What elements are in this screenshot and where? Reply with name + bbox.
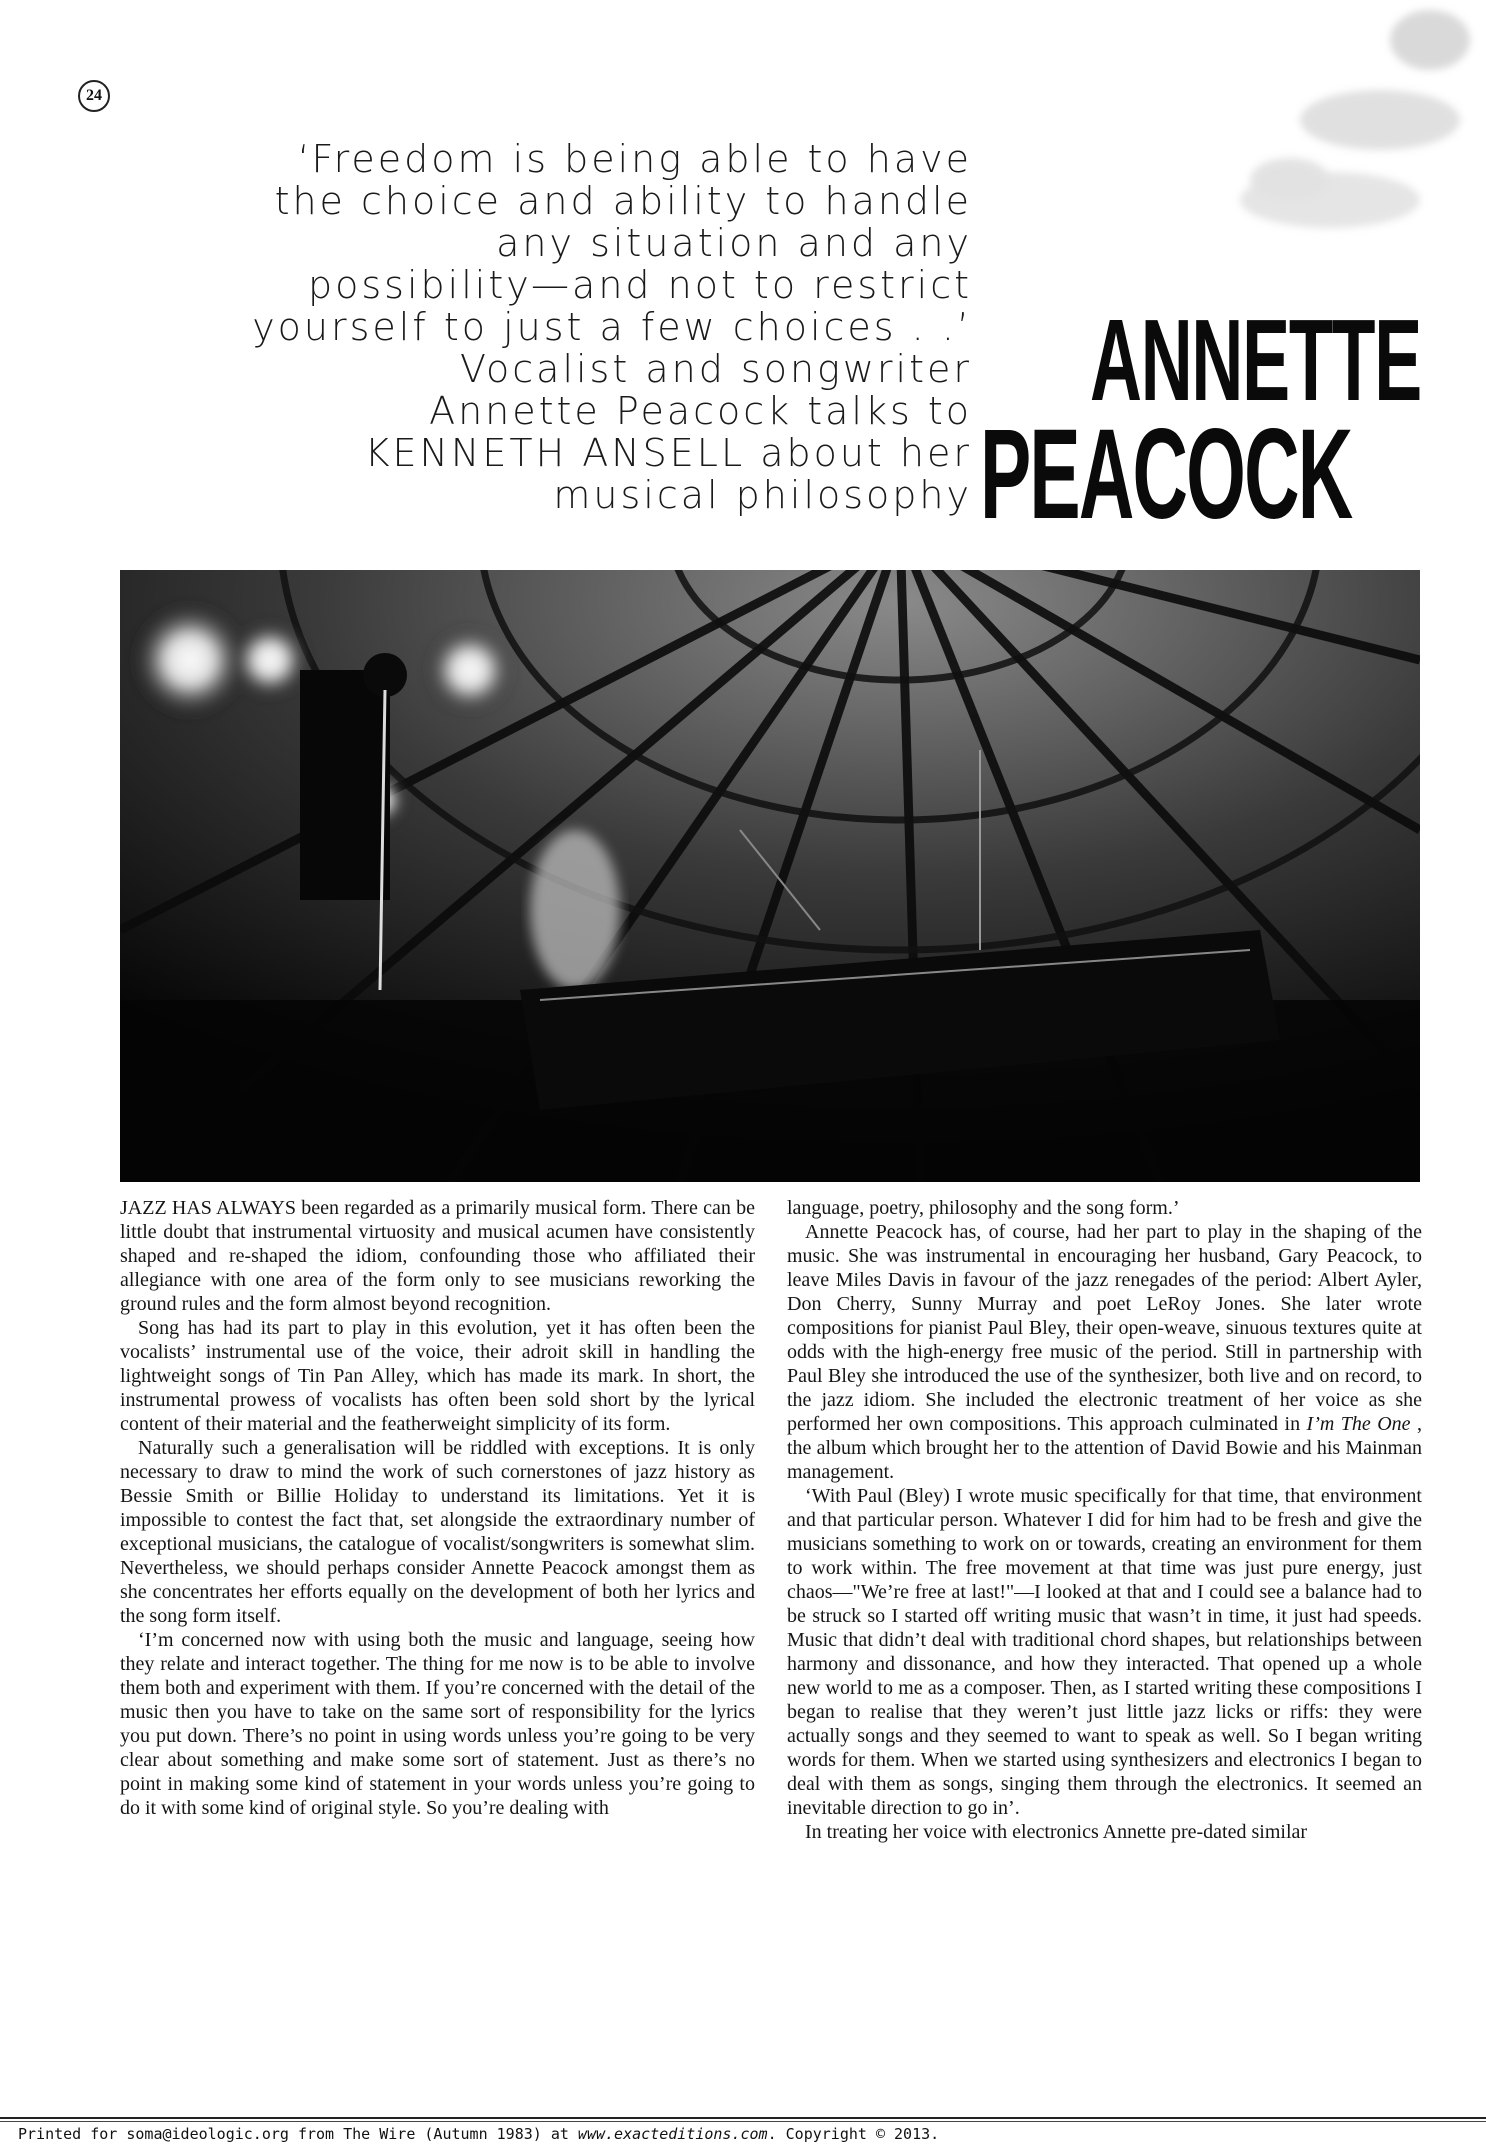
concert-photo xyxy=(120,570,1420,1182)
standfirst-quote xyxy=(60,138,972,516)
album-title: I’m The One xyxy=(1306,1413,1411,1435)
footer-text: Printed for soma@ideologic.org from The Wire (Autumn 1983) at xyxy=(18,2125,578,2143)
article-paragraph: Song has had its part to play in this evolution, yet it has often been the vocalists’ instrumental use of the voice, their adroit skill in handling the lightweight songs of Tin Pan Alley, which has made its mark. In short, the instrumental prowess of vocalists has often been sold short by the lyrical content of their material and the featherweight simplicity of its form. xyxy=(120,1317,755,1435)
lead-in: JAZZ HAS ALWAYS xyxy=(120,1197,297,1219)
article-paragraph: language, poetry, philosophy and the song form.’ xyxy=(787,1197,1180,1219)
headline-first-name: ANNETTE xyxy=(1090,295,1421,425)
standfirst-line: Vocalist and songwriter xyxy=(459,347,972,391)
footer-rule xyxy=(0,2121,1486,2122)
standfirst-line: KENNETH ANSELL about her xyxy=(364,431,972,475)
article-column-left xyxy=(120,1196,755,1820)
standfirst-line: ‘Freedom is being able to have xyxy=(297,137,972,181)
concert-stage-photo-icon xyxy=(120,570,1420,1182)
paragraph-text: , the album which brought her to the attention of David Bowie and his Mainman management. xyxy=(787,1413,1423,1483)
standfirst-line: any situation and any xyxy=(496,221,972,265)
footer-text: . Copyright © 2013. xyxy=(767,2125,940,2143)
decorative-smudge-icon xyxy=(1230,0,1480,260)
article-paragraph xyxy=(787,1220,1422,1484)
footer-rule xyxy=(0,2117,1486,2119)
standfirst-line: Annette Peacock talks to xyxy=(429,389,972,433)
headline-last-name: PEACOCK xyxy=(980,403,1352,546)
print-footer xyxy=(18,2124,939,2144)
standfirst-line: musical philosophy xyxy=(553,473,972,517)
standfirst-line: the choice and ability to handle xyxy=(274,179,972,223)
article-paragraph: ‘I’m concerned now with using both the music and language, seeing how they relate and interact together. The thing for me now is to be able to involve them both and experiment with them. If you’re concerned with the detail of the music then you have to take on the same sort of responsibility for the lyrics you put down. There’s no point in using words unless you’re going to be very clear about something and make some sort of statement. Just as there’s no point in making some kind of statement in your words unless you’re going to do it with some kind of original style. So you’re dealing with xyxy=(120,1629,755,1819)
footer-site-link[interactable]: www.exacteditions.com xyxy=(577,2125,768,2143)
paragraph-text: been regarded as a primarily musical form. There can be little doubt that instrumental virtuosity and musical acumen have consistently shaped and re-shaped the idiom, confounding those who affiliated their allegiance with one area of the form only to see musicians reworking the ground rules and the form almost beyond recognition. xyxy=(120,1197,756,1315)
article-paragraph: In treating her voice with electronics Annette pre-dated similar xyxy=(805,1821,1308,1843)
article-paragraph: ‘With Paul (Bley) I wrote music specifically for that time, that environment and that particular person. Whatever I did for him had to be fresh and give the musicians something to work on or towards, creating an environment for them to work within. The free movement at that time was just pure energy, just chaos—"We’re free at last!"—I looked at that and I could see a balance had to be struck so I started off writing music that wasn’t in time, it just had speeds. Music that didn’t deal with traditional chord shapes, but relationships between harmony and dissonance, and how they interacted. That opened up a whole new world to me as a composer. Then, as I started writing these compositions I began to realise that they weren’t just little jazz licks or riffs: they were actually songs and they seemed to want to speak as well. So I began writing words for them. When we started using synthesizers and electronics I began to deal with them as songs, singing them through the electronics. It seemed an inevitable direction to go in’. xyxy=(787,1485,1422,1819)
paragraph-text: Annette Peacock has, of course, had her part to play in the shaping of the music. She was instrumental in encouraging her husband, Gary Peacock, to leave Miles Davis in favour of the jazz renegades of the period: Albert Ayler, Don Cherry, Sunny Murray and poet LeRoy Jones. She later wrote compositions for pianist Paul Bley, their open-weave, sinuous textures quite at odds with the high-energy free music of the period. Still in partnership with Paul Bley she introduced the use of the synthesizer, both live and on record, to the jazz idiom. She included the electronic treatment of her voice as she performed her own compositions. This approach culminated in xyxy=(787,1221,1422,1435)
standfirst-line: possibility—and not to restrict xyxy=(308,263,972,307)
article-paragraph xyxy=(120,1196,755,1316)
standfirst-line: yourself to just a few choices . .’ xyxy=(252,305,972,349)
article-column-right xyxy=(787,1196,1422,1844)
page-number: 24 xyxy=(78,80,110,112)
article-paragraph: Naturally such a generalisation will be riddled with exceptions. It is only necessary to draw to mind the work of such cornerstones of jazz history as Bessie Smith or Billie Holiday to understand its limitations. Yet it is impossible to contest the fact that, set alongside the extraordinary number of exceptional musicians, the catalogue of vocalist/songwriters is somewhat slim. Nevertheless, we should perhaps consider Annette Peacock amongst them as she concentrates her efforts equally on the development of both her lyrics and the song form itself. xyxy=(120,1437,755,1627)
